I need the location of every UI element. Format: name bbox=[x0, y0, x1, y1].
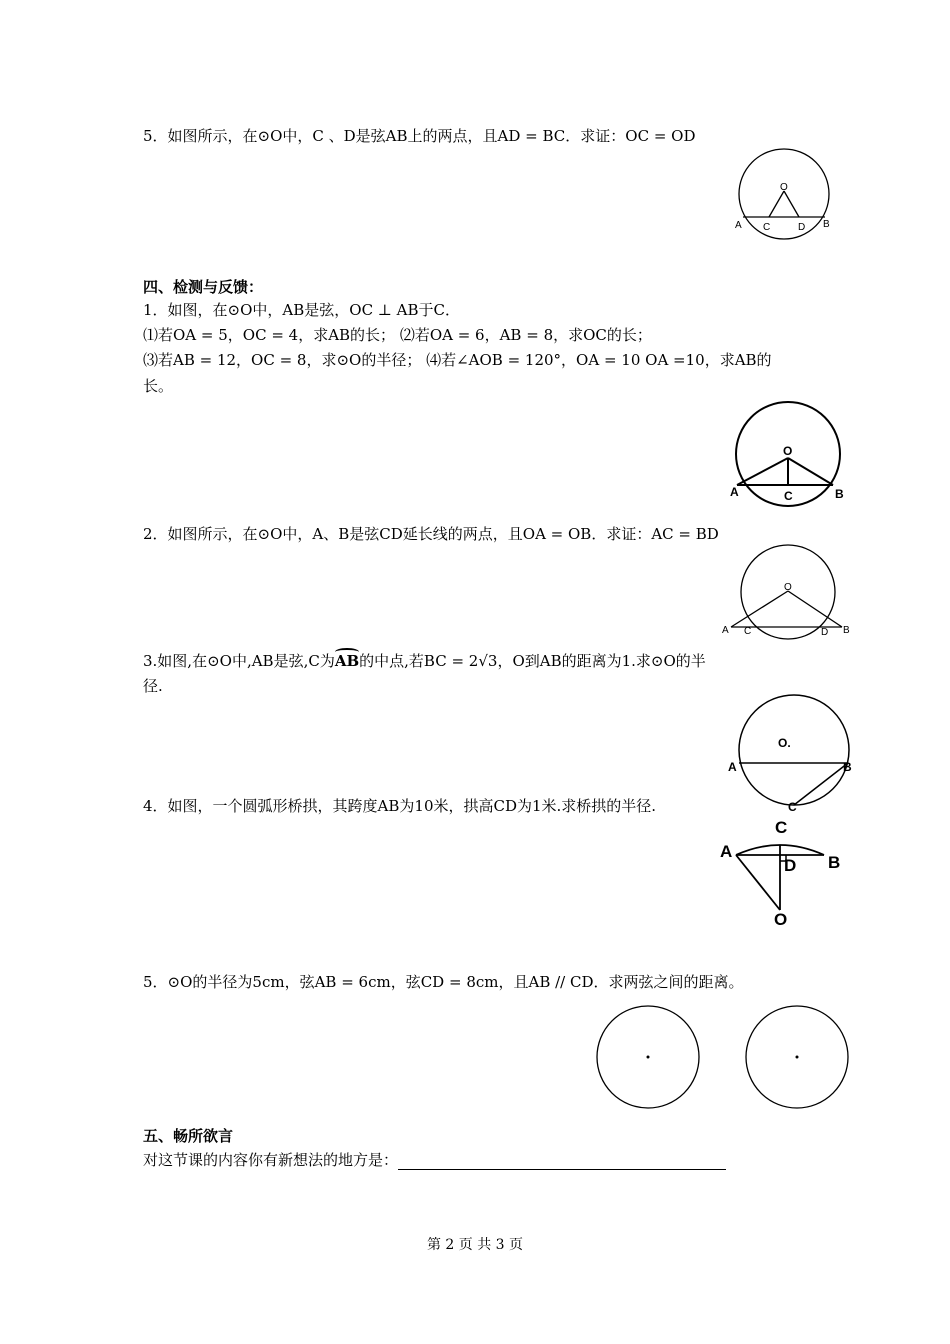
fig3-label-b: B bbox=[843, 760, 852, 774]
figure-two-circles bbox=[594, 1003, 854, 1111]
fig4-label-o: O bbox=[774, 910, 788, 929]
p3-before: 3.如图,在⊙O中,AB是弦,C为 bbox=[143, 652, 335, 670]
figure-circle-extended-chord bbox=[718, 547, 853, 642]
section-5-prompt: 对这节课的内容你有新想法的地方是： bbox=[143, 1151, 399, 1169]
fig3-label-a: A bbox=[728, 760, 737, 774]
fig5a-label-a: A bbox=[735, 220, 742, 231]
p1-line2: ⑴若OA = 5，OC = 4，求AB的长； ⑵若OA = 6，AB = 8，求OC的长； bbox=[143, 326, 652, 344]
fig2-label-d: D bbox=[821, 627, 829, 638]
figure-circle-oc-perp-ab bbox=[730, 402, 850, 507]
figure-circle-chord-cd bbox=[730, 148, 840, 243]
p3-line2: 径. bbox=[143, 677, 163, 695]
fig3-label-c: C bbox=[788, 800, 797, 814]
fig1-label-b: B bbox=[835, 487, 844, 501]
p4-text: 4．如图，一个圆弧形桥拱，其跨度AB为10米，拱高CD为1米.求桥拱的半径. bbox=[143, 797, 657, 815]
p1-line4: 长。 bbox=[143, 377, 174, 395]
fig1-label-c: C bbox=[784, 489, 793, 503]
p5-text: 5．⊙O的半径为5cm，弦AB = 6cm，弦CD = 8cm，且AB // CD．求两弦之间的距离。 bbox=[143, 973, 744, 991]
fig5a-label-b: B bbox=[823, 219, 830, 230]
p3-arc-ab: AB bbox=[334, 652, 360, 670]
fig2-label-b: B bbox=[843, 625, 850, 636]
fig4-label-a: A bbox=[720, 842, 733, 861]
fig5a-label-c: C bbox=[763, 222, 771, 233]
fig5a-label-d: D bbox=[798, 222, 806, 233]
fig3-label-o: O. bbox=[778, 736, 791, 750]
fig4-label-b: B bbox=[828, 853, 841, 872]
fig4-label-c: C bbox=[775, 818, 788, 837]
circle-center-dot-left bbox=[647, 1056, 650, 1059]
fig2-label-o: O bbox=[784, 582, 792, 593]
answer-blank-line[interactable] bbox=[398, 1155, 726, 1170]
p3-after: 的中点,若BC = 2√3，O到AB的距离为1.求⊙O的半 bbox=[359, 652, 706, 670]
fig5a-label-o: O bbox=[780, 182, 788, 193]
p1-line1: 1．如图，在⊙O中，AB是弦，OC ⊥ AB于C． bbox=[143, 301, 461, 319]
fig1-label-o: O bbox=[783, 444, 793, 458]
p3-line1 bbox=[143, 651, 706, 671]
circle-center-dot-right bbox=[796, 1056, 799, 1059]
fig2-label-c: C bbox=[744, 626, 752, 637]
figure-circle-bc-chord bbox=[728, 693, 863, 814]
fig4-label-d: D bbox=[784, 856, 797, 875]
p2-text: 2．如图所示，在⊙O中，A、B是弦CD延长线的两点，且OA = OB．求证：AC = BD bbox=[143, 525, 719, 543]
fig2-label-a: A bbox=[722, 625, 729, 636]
figure-bridge-arch bbox=[718, 815, 848, 927]
section-5-title: 五、畅所欲言 bbox=[143, 1127, 234, 1145]
page-footer: 第 2 页 共 3 页 bbox=[426, 1237, 524, 1253]
problem-5-text: 5．如图所示，在⊙O中，C 、D是弦AB上的两点，且AD = BC．求证：OC = OD bbox=[143, 127, 696, 145]
section-5-prompt-line bbox=[143, 1150, 726, 1170]
fig1-label-a: A bbox=[730, 485, 739, 499]
p1-line3: ⑶若AB = 12，OC = 8，求⊙O的半径； ⑷若∠AOB = 120°，OA = 10 OA =10，求AB的 bbox=[143, 351, 772, 369]
section-4-title: 四、检测与反馈： bbox=[143, 278, 264, 296]
